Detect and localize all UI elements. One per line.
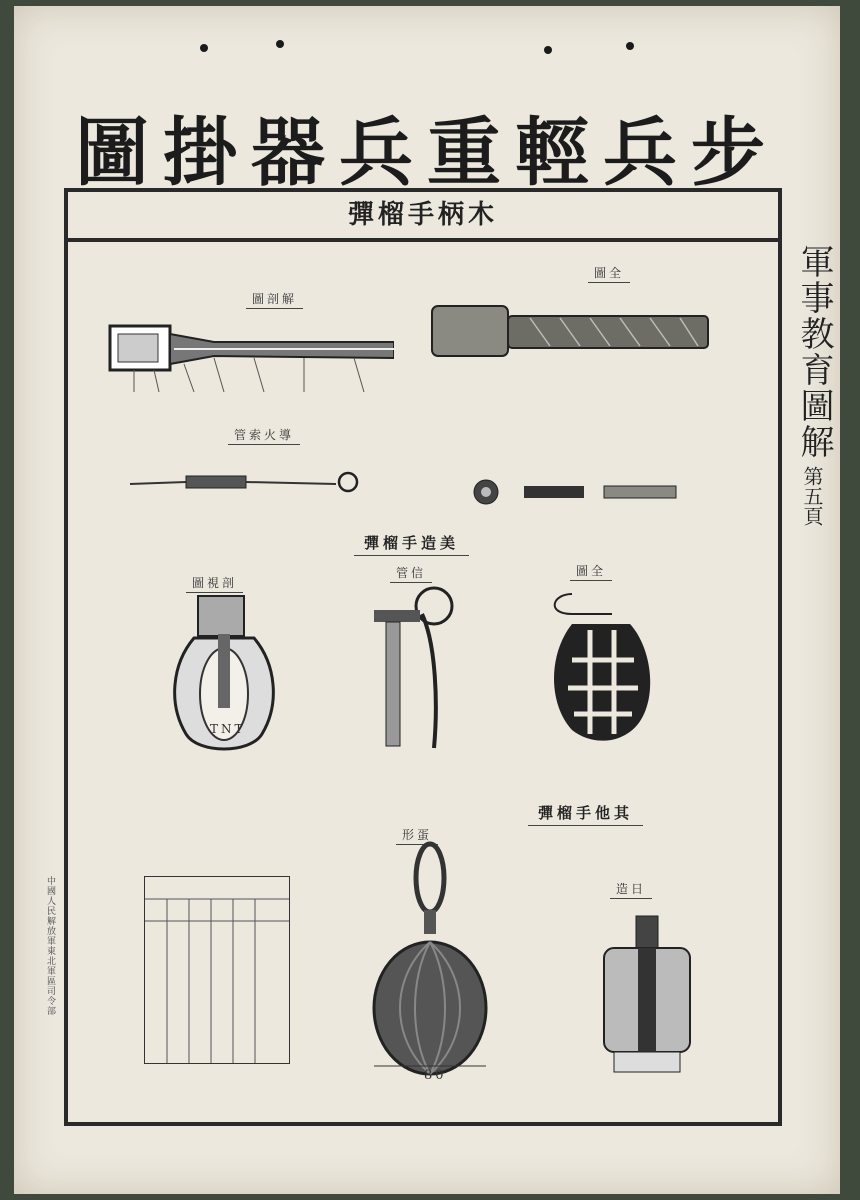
pin-hole xyxy=(276,40,284,48)
poster-subtitle: 木柄手榴彈 xyxy=(68,192,778,242)
label-tnt: TNT xyxy=(210,722,246,736)
detonator-parts-drawing xyxy=(468,476,688,516)
heading-other-grenades: 其他手榴彈 xyxy=(528,802,643,826)
pin-hole xyxy=(544,46,552,54)
label-wood-full: 全圖 xyxy=(588,264,630,283)
pin-hole xyxy=(200,44,208,52)
label-american-full: 全圖 xyxy=(570,562,612,581)
wood-grenade-cutaway-drawing xyxy=(104,320,394,400)
heading-american-grenade: 美造手榴彈 xyxy=(354,532,469,556)
ball-grenade-drawing xyxy=(372,838,512,1078)
label-wood-cutaway: 解剖圖 xyxy=(246,290,303,309)
wood-grenade-full-drawing xyxy=(430,300,720,380)
label-ball-grenade: 蛋形 xyxy=(396,826,438,845)
poster-title: 步兵輕重兵器掛圖 xyxy=(75,110,779,196)
label-dimension: 80 xyxy=(424,1068,447,1083)
label-american-fuse: 信管 xyxy=(390,564,432,583)
label-detonator: 導火索管 xyxy=(228,426,300,445)
side-title: 軍事教育圖解 xyxy=(794,244,834,460)
japanese-grenade-drawing xyxy=(594,912,714,1082)
detonator-drawing xyxy=(126,462,366,512)
pin-hole xyxy=(626,42,634,50)
specification-table xyxy=(144,876,290,1064)
american-grenade-cutaway-drawing xyxy=(164,594,284,764)
page-number: 第五頁 xyxy=(800,466,824,526)
american-grenade-full-drawing xyxy=(542,584,662,744)
label-american-cutaway: 剖視圖 xyxy=(186,574,243,593)
table-grid xyxy=(145,877,289,1063)
label-japanese-grenade: 日造 xyxy=(610,880,652,899)
poster-sheet xyxy=(14,6,840,1194)
american-fuse-drawing xyxy=(364,584,464,754)
publisher-credit: 中國人民解放軍東北軍區司令部 xyxy=(45,876,55,1016)
